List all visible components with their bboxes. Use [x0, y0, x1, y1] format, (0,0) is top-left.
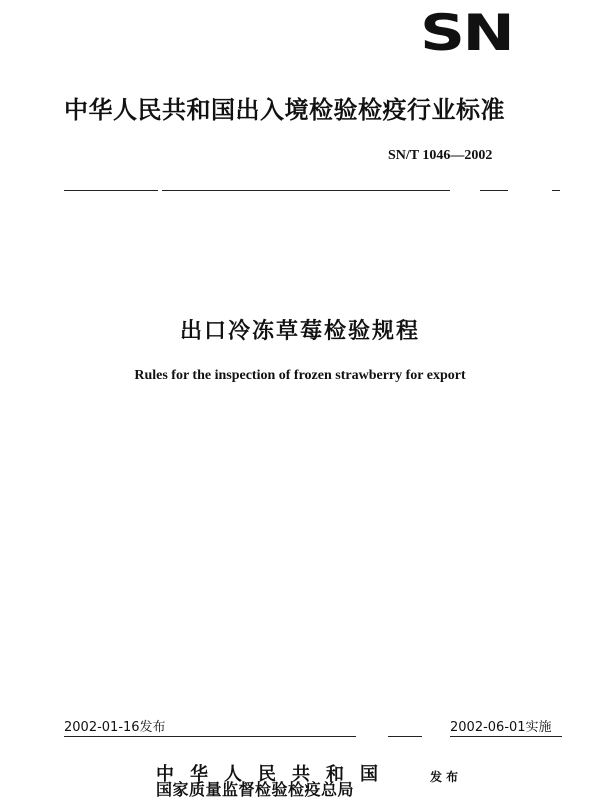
header-divider-tail — [552, 190, 560, 191]
footer-divider-left — [64, 736, 356, 737]
issue-date: 2002-01-16发布 — [64, 720, 166, 735]
footer-divider-middle — [388, 736, 422, 737]
standard-number: SN/T 1046—2002 — [388, 148, 493, 163]
implement-date: 2002-06-01实施 — [450, 720, 552, 735]
issuer-agency: 国家质量监督检验检疫总局 — [156, 780, 355, 799]
publish-label: 发布 — [430, 770, 463, 784]
header-divider-main — [162, 190, 450, 191]
title-chinese: 出口冷冻草莓检验规程 — [179, 319, 420, 344]
header-divider-left — [64, 190, 158, 191]
organization-title: 中华人民共和国出入境检验检疫行业标准 — [64, 96, 505, 124]
sn-logo: SN — [420, 4, 513, 62]
footer-divider-right — [450, 736, 562, 737]
header-divider-short — [480, 190, 508, 191]
title-english: Rules for the inspection of frozen strawberry for export — [134, 368, 466, 383]
issuer-country: 中华人民共和国 — [156, 764, 394, 785]
